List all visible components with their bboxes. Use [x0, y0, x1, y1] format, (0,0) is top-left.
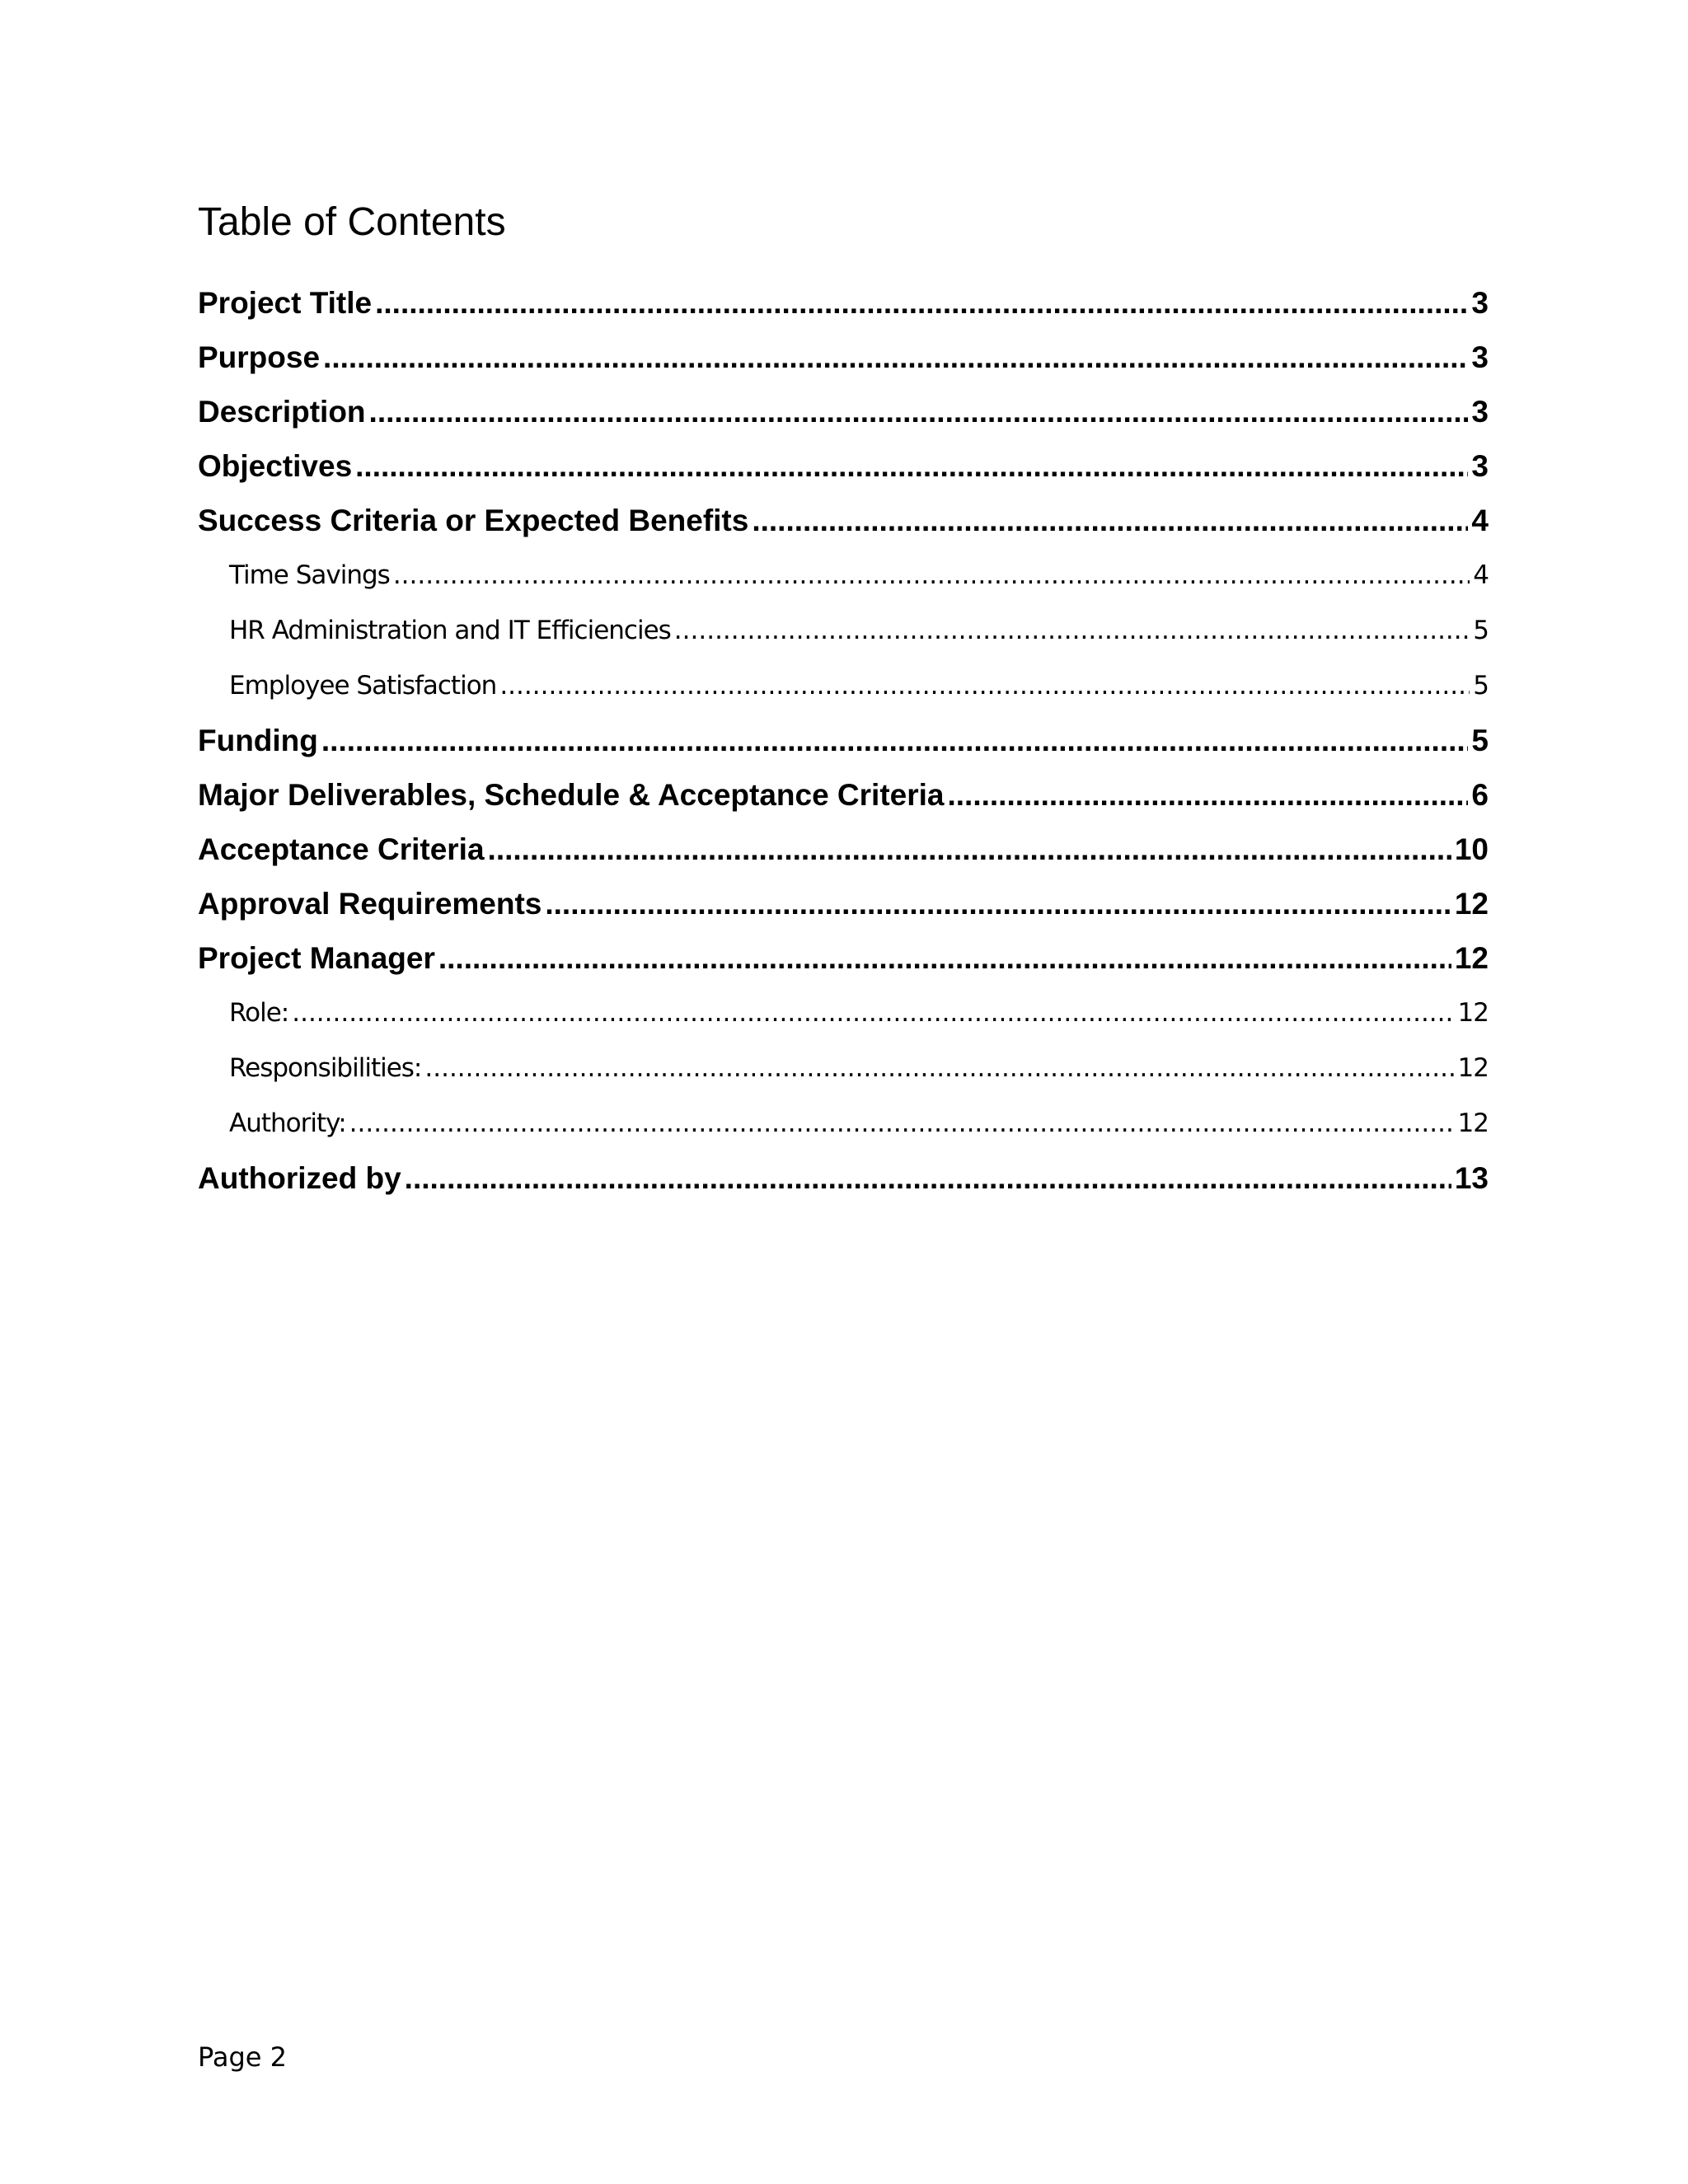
toc-entry-role[interactable]: [198, 986, 1489, 1041]
toc-leader-dots: [375, 276, 1468, 330]
toc-entry-time-savings[interactable]: [198, 548, 1489, 603]
toc-entry-success-criteria[interactable]: [198, 494, 1489, 548]
toc-title: Table of Contents: [198, 200, 506, 244]
toc-leader-dots: [424, 1041, 1454, 1096]
toc-entry-label: Project Title: [198, 286, 373, 320]
toc-entry-label: Approval Requirements: [198, 887, 542, 921]
toc-list: [198, 276, 1489, 1206]
toc-leader-dots: [355, 439, 1468, 494]
toc-leader-dots: [321, 714, 1469, 768]
toc-page-number: 10: [1454, 832, 1489, 866]
toc-leader-dots: [948, 768, 1469, 823]
toc-entry-label: Employee Satisfaction: [229, 671, 497, 701]
toc-leader-dots: [292, 986, 1454, 1041]
toc-entry-project-manager[interactable]: [198, 931, 1489, 986]
toc-entry-responsibilities[interactable]: [198, 1041, 1489, 1096]
toc-entry-label: Role:: [229, 998, 289, 1028]
toc-entry-label: Funding: [198, 724, 318, 757]
toc-entry-project-title[interactable]: [198, 276, 1489, 330]
toc-entry-purpose[interactable]: [198, 330, 1489, 385]
toc-entry-label: HR Administration and IT Efficiencies: [229, 616, 671, 645]
toc-page-number: 4: [1471, 504, 1489, 537]
toc-entry-funding[interactable]: [198, 714, 1489, 768]
toc-page-number: 12: [1454, 941, 1489, 975]
toc-leader-dots: [405, 1151, 1451, 1206]
toc-page-number: 5: [1471, 724, 1489, 757]
toc-page-number: 12: [1457, 1053, 1489, 1083]
toc-page-number: 12: [1457, 998, 1489, 1028]
toc-entry-authority[interactable]: [198, 1096, 1489, 1151]
toc-leader-dots: [369, 385, 1469, 439]
toc-entry-label: Authority:: [229, 1108, 346, 1138]
toc-page-number: 12: [1457, 1108, 1489, 1138]
toc-page-number: 3: [1471, 286, 1489, 320]
toc-entry-acceptance-criteria[interactable]: [198, 823, 1489, 877]
toc-entry-hr-administration[interactable]: [198, 603, 1489, 658]
toc-page-number: 12: [1454, 887, 1489, 921]
toc-entry-objectives[interactable]: [198, 439, 1489, 494]
toc-entry-major-deliverables[interactable]: [198, 768, 1489, 823]
toc-leader-dots: [499, 658, 1470, 714]
toc-entry-label: Time Savings: [229, 560, 390, 590]
toc-page-number: 3: [1471, 395, 1489, 429]
toc-leader-dots: [674, 603, 1470, 658]
toc-entry-label: Major Deliverables, Schedule & Acceptance Criteria: [198, 778, 945, 812]
toc-page-number: 5: [1473, 671, 1489, 701]
toc-leader-dots: [349, 1096, 1455, 1151]
toc-leader-dots: [488, 823, 1451, 877]
toc-leader-dots: [393, 548, 1470, 603]
toc-entry-label: Description: [198, 395, 366, 429]
toc-page-number: 13: [1454, 1161, 1489, 1195]
toc-entry-label: Acceptance Criteria: [198, 832, 485, 866]
toc-leader-dots: [545, 877, 1451, 931]
toc-leader-dots: [438, 931, 1451, 986]
toc-page-number: 3: [1471, 449, 1489, 483]
toc-entry-label: Project Manager: [198, 941, 435, 975]
toc-entry-description[interactable]: [198, 385, 1489, 439]
toc-leader-dots: [752, 494, 1468, 548]
toc-leader-dots: [323, 330, 1468, 385]
toc-entry-label: Success Criteria or Expected Benefits: [198, 504, 749, 537]
toc-entry-label: Objectives: [198, 449, 353, 483]
toc-entry-employee-satisfaction[interactable]: [198, 658, 1489, 714]
toc-page-number: 3: [1471, 340, 1489, 374]
page-number-footer: Page 2: [198, 2041, 287, 2073]
toc-entry-label: Purpose: [198, 340, 321, 374]
toc-page-number: 6: [1471, 778, 1489, 812]
toc-page-number: 5: [1473, 616, 1489, 645]
toc-entry-label: Authorized by: [198, 1161, 401, 1195]
toc-entry-approval-requirements[interactable]: [198, 877, 1489, 931]
toc-entry-authorized-by[interactable]: [198, 1151, 1489, 1206]
toc-entry-label: Responsibilities:: [229, 1053, 422, 1083]
toc-page-number: 4: [1473, 560, 1489, 590]
